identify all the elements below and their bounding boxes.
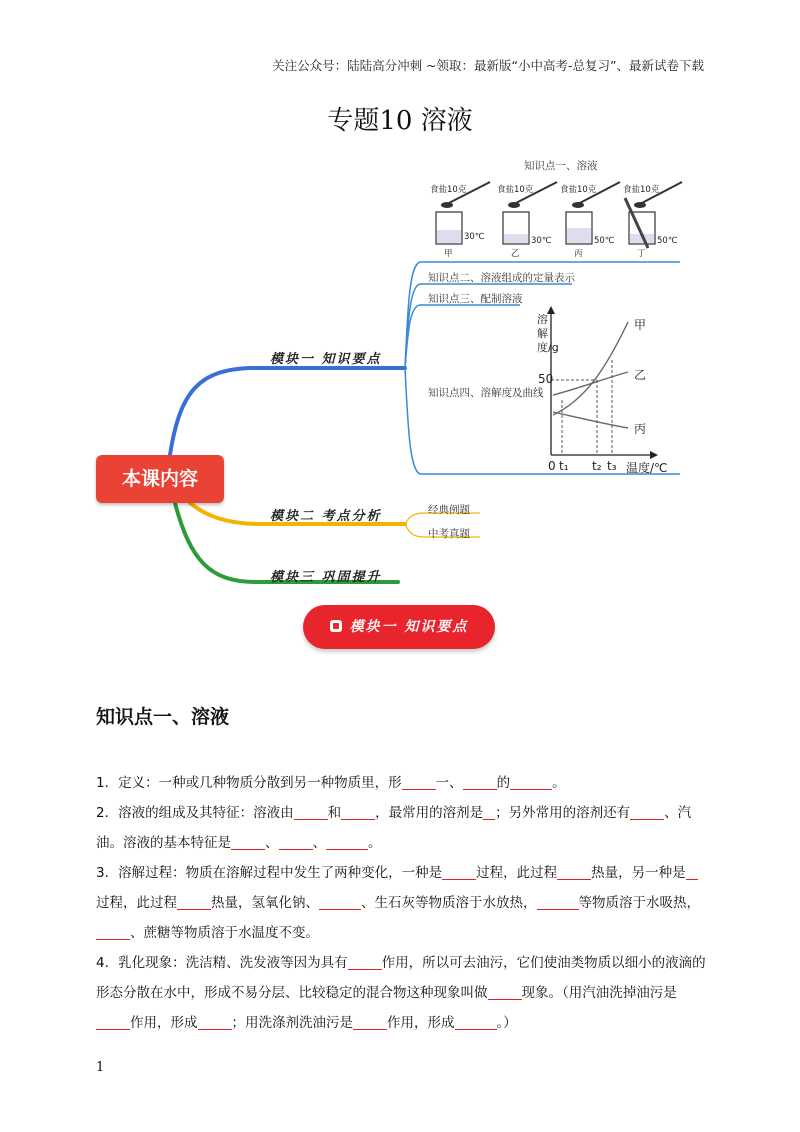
beaker-2-temp: 30℃ bbox=[531, 236, 552, 246]
header-note: 关注公众号：陆陆高分冲刺 ~领取：最新版“小中高考-总复习”、最新试卷下载 bbox=[272, 58, 704, 73]
fill-blank[interactable] bbox=[483, 804, 495, 820]
branch-line-1 bbox=[170, 368, 405, 455]
series-yi bbox=[553, 372, 628, 395]
beaker-3-name: 丙 bbox=[574, 249, 583, 259]
chart-x-arrow bbox=[650, 451, 658, 459]
series-bing bbox=[553, 412, 628, 428]
beaker-3-temp: 50℃ bbox=[594, 236, 615, 246]
fill-blank[interactable] bbox=[198, 1014, 232, 1030]
module-one-button[interactable] bbox=[303, 605, 495, 649]
item-4: 4．乳化现象：洗洁精、洗发液等因为具有 作用，所以可去油污，它们使油类物质以细小的液滴的形态分散在水中，形成不易分层、比较稳定的混合物这种现象叫做 现象。（用汽油洗掉油污是作用，形成 ；用洗涤剂洗油污是 作用，形成 。） bbox=[96, 955, 706, 1031]
beaker-1-spoon-label: 食盐10克 bbox=[430, 185, 467, 195]
branch-label-1: 模块一 知识要点 bbox=[270, 352, 382, 367]
branch-label-3: 模块三 巩固提升 bbox=[270, 570, 382, 585]
page-title: 专题10 溶液 bbox=[327, 106, 473, 136]
section-title: 知识点一、溶液 bbox=[96, 706, 230, 728]
page-number: 1 bbox=[96, 1060, 105, 1075]
fill-blank[interactable] bbox=[686, 864, 698, 880]
leaf-knowledge-2: 知识点二、溶液组成的定量表示 bbox=[428, 272, 575, 284]
item-1: 1．定义：一种或几种物质分散到另一种物质里，形 一、 的 。 bbox=[96, 775, 566, 791]
item-3: 3．溶解过程：物质在溶解过程中发生了两种变化，一种是 过程，此过程 热量，另一种是过程，此过程 热量，氢氧化钠、 、生石灰等物质溶于水放热， 等物质溶于水吸热，、蔗糖等物质溶于水温度不变。 bbox=[96, 865, 700, 941]
leaf-knowledge-3: 知识点三、配制溶液 bbox=[428, 293, 523, 305]
beaker-2-name: 乙 bbox=[511, 249, 520, 259]
fill-blank[interactable] bbox=[488, 984, 522, 1000]
fill-blank[interactable] bbox=[442, 864, 476, 880]
chart-series-label-jia: 甲 bbox=[634, 318, 647, 332]
chart-x-tick-0: 0 bbox=[548, 459, 556, 473]
mindmap-center-node: 本课内容 bbox=[96, 455, 224, 503]
chart-series-label-bing: 丙 bbox=[634, 422, 647, 436]
beaker-3-spoon-label: 食盐10克 bbox=[560, 185, 597, 195]
chart-y-tick-50: 50 bbox=[538, 372, 554, 386]
section-content bbox=[96, 768, 708, 1038]
fill-blank[interactable] bbox=[537, 894, 579, 910]
leaf-example: 经典例题 bbox=[428, 504, 470, 516]
fill-blank[interactable] bbox=[402, 774, 436, 790]
beaker-4-name: 丁 bbox=[637, 249, 646, 259]
module-badge-icon bbox=[330, 620, 342, 632]
branch-label-2: 模块二 考点分析 bbox=[270, 509, 382, 524]
chart-x-tick-t2: t₂ bbox=[592, 459, 602, 473]
module-one-label: 模块一 知识要点 bbox=[349, 619, 469, 635]
beaker-4-spoon-label: 食盐10克 bbox=[623, 185, 660, 195]
chart-x-tick-t3: t₃ bbox=[607, 459, 617, 473]
leaf-knowledge-1: 知识点一、溶液 bbox=[524, 160, 598, 172]
beaker-1-name: 甲 bbox=[444, 249, 453, 259]
fill-blank[interactable] bbox=[294, 804, 328, 820]
leaf-knowledge-4: 知识点四、溶解度及曲线 bbox=[428, 387, 544, 399]
fill-blank[interactable] bbox=[630, 804, 664, 820]
mindmap-diagram bbox=[0, 150, 800, 660]
beaker-1-temp: 30℃ bbox=[464, 232, 485, 242]
fill-blank[interactable] bbox=[319, 894, 361, 910]
fill-blank[interactable] bbox=[341, 804, 375, 820]
leaf-exam: 中考真题 bbox=[428, 528, 470, 540]
chart-series-label-yi: 乙 bbox=[634, 368, 647, 382]
fill-blank[interactable] bbox=[177, 894, 211, 910]
chart-x-tick-t1: t₁ bbox=[559, 459, 569, 473]
fill-blank[interactable] bbox=[96, 1014, 130, 1030]
series-jia bbox=[553, 322, 628, 415]
fill-blank[interactable] bbox=[326, 834, 368, 850]
fill-blank[interactable] bbox=[455, 1014, 497, 1030]
beaker-4-temp: 50℃ bbox=[657, 236, 678, 246]
fill-blank[interactable] bbox=[353, 1014, 387, 1030]
fill-blank[interactable] bbox=[96, 924, 130, 940]
beaker-2-spoon-label: 食盐10克 bbox=[497, 185, 534, 195]
sub-branch-3 bbox=[405, 305, 520, 368]
fill-blank[interactable] bbox=[279, 834, 313, 850]
fill-blank[interactable] bbox=[463, 774, 497, 790]
chart-x-label: 温度/℃ bbox=[626, 461, 668, 475]
fill-blank[interactable] bbox=[231, 834, 265, 850]
fill-blank[interactable] bbox=[510, 774, 552, 790]
fill-blank[interactable] bbox=[348, 954, 382, 970]
chart-y-label: 溶解度/g bbox=[537, 313, 559, 354]
fill-blank[interactable] bbox=[557, 864, 591, 880]
item-2: 2．溶液的组成及其特征：溶液由 和 ，最常用的溶剂是 ；另外常用的溶剂还有 、汽油。溶液的基本特征是 、 、 。 bbox=[96, 805, 692, 851]
